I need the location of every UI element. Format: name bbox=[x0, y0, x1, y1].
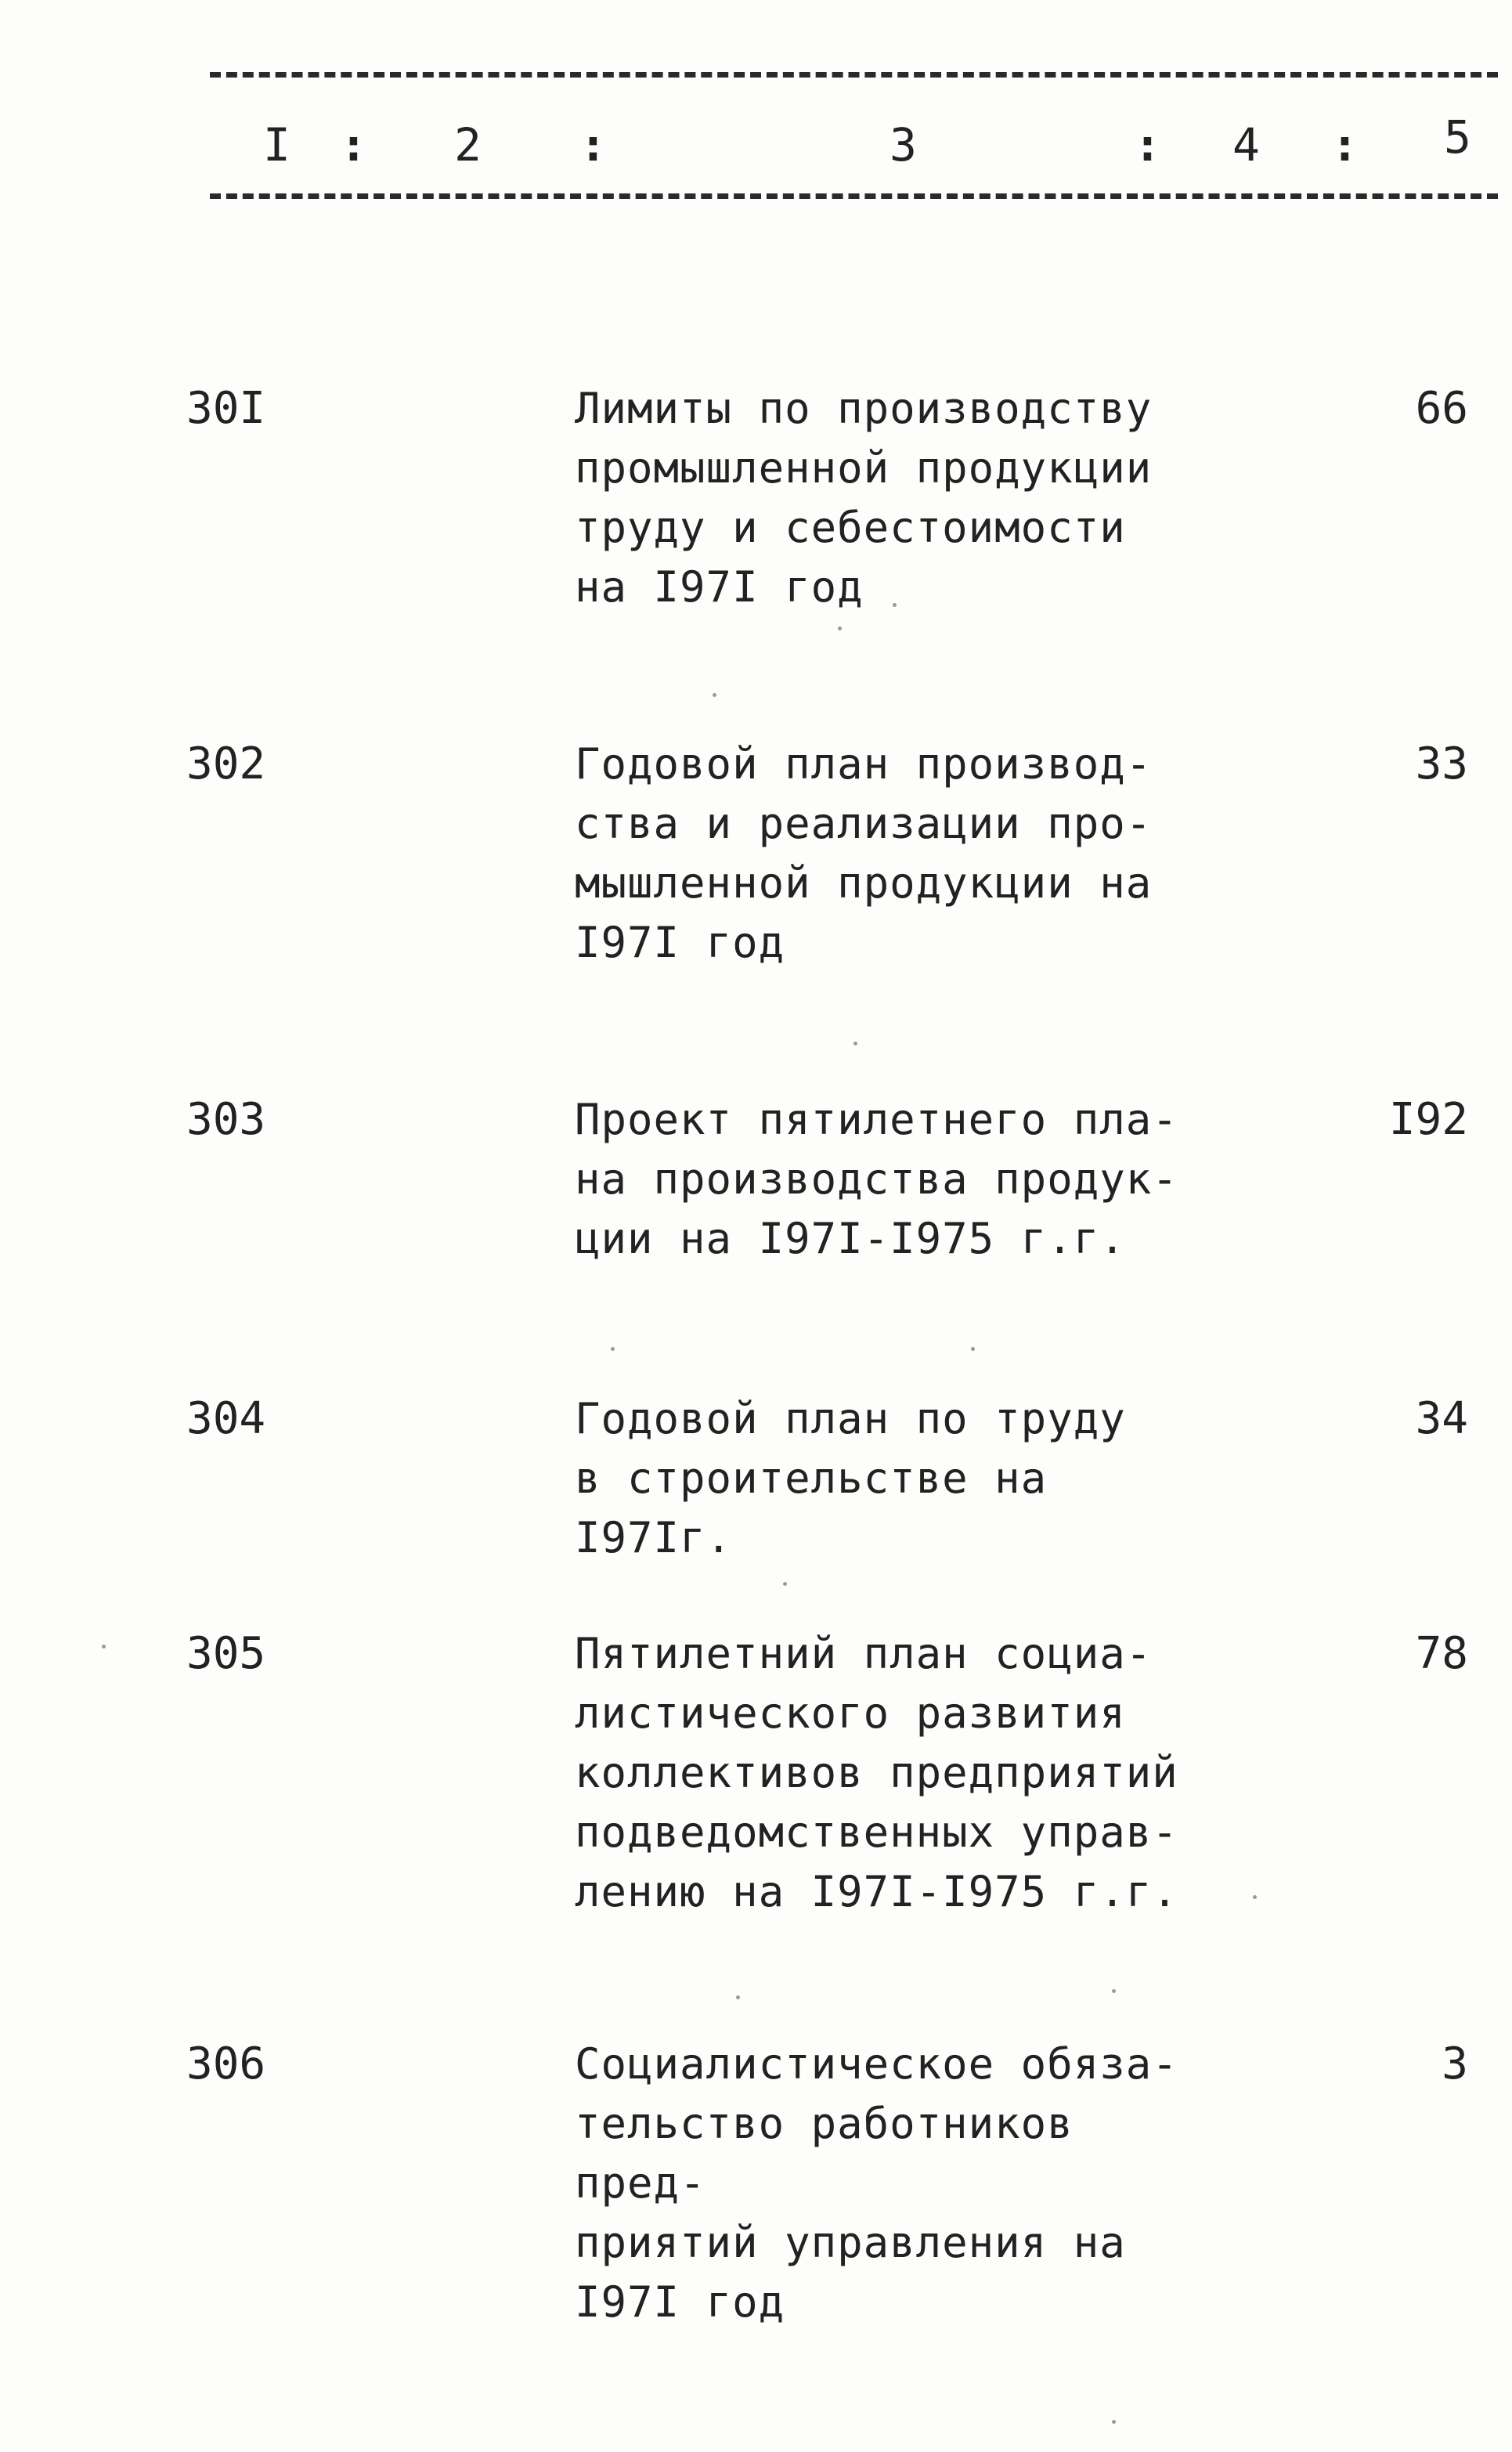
sheet-count: 33 bbox=[1415, 738, 1468, 789]
scan-speck bbox=[1112, 1989, 1116, 1993]
sheet-count: 66 bbox=[1415, 383, 1468, 434]
scan-speck bbox=[838, 627, 842, 630]
case-number: 302 bbox=[186, 738, 266, 789]
header-column-4: 4 bbox=[1232, 118, 1260, 172]
case-title: Социалистическое обяза- тельство работников пред- приятий управления на I97I год bbox=[575, 2039, 1178, 2327]
sheet-count: 3 bbox=[1442, 2039, 1468, 2089]
case-number: 305 bbox=[186, 1628, 266, 1679]
scan-speck bbox=[1112, 2420, 1116, 2424]
case-title: Проект пятилетнего пла- на производства продук- ции на I97I-I975 г.г. bbox=[575, 1095, 1178, 1263]
scan-speck bbox=[102, 1645, 106, 1649]
scan-speck bbox=[1253, 1895, 1257, 1899]
scan-speck bbox=[971, 1347, 975, 1351]
scan-speck bbox=[853, 1042, 857, 1045]
sheet-count: 78 bbox=[1415, 1628, 1468, 1679]
case-number: 30I bbox=[186, 383, 266, 434]
case-title: Лимиты по производству промышленной продукции труду и себестоимости на I97I год bbox=[575, 384, 1153, 612]
header-separator-3: : bbox=[1134, 118, 1161, 172]
scan-speck bbox=[736, 1995, 740, 1999]
scan-speck bbox=[893, 603, 897, 607]
case-title: Годовой план производ- ства и реализации про- мышленной продукции на I97I год bbox=[575, 739, 1153, 967]
case-number: 303 bbox=[186, 1094, 266, 1145]
scan-speck bbox=[611, 1347, 615, 1351]
case-title: Пятилетний план социа- листического развития коллективов предприятий подведомственных управ- лению на I97I-I975 г.г. bbox=[575, 1629, 1178, 1916]
header-bottom-dashed-rule bbox=[210, 193, 1498, 199]
header-top-dashed-rule bbox=[210, 72, 1498, 78]
case-title: Годовой план по труду в строительстве на I97Iг. bbox=[575, 1394, 1126, 1562]
case-number: 306 bbox=[186, 2039, 266, 2089]
case-number: 304 bbox=[186, 1393, 266, 1444]
header-separator-1: : bbox=[340, 118, 367, 172]
scan-speck bbox=[713, 693, 716, 697]
sheet-count: 34 bbox=[1415, 1393, 1468, 1444]
scan-speck bbox=[783, 1582, 787, 1586]
header-column-2: 2 bbox=[454, 118, 482, 172]
header-separator-2: : bbox=[579, 118, 607, 172]
header-column-1: I bbox=[263, 118, 290, 172]
header-column-3: 3 bbox=[890, 118, 917, 172]
sheet-count: I92 bbox=[1388, 1094, 1468, 1145]
header-column-5: 5 bbox=[1444, 110, 1471, 164]
header-separator-4: : bbox=[1331, 118, 1359, 172]
